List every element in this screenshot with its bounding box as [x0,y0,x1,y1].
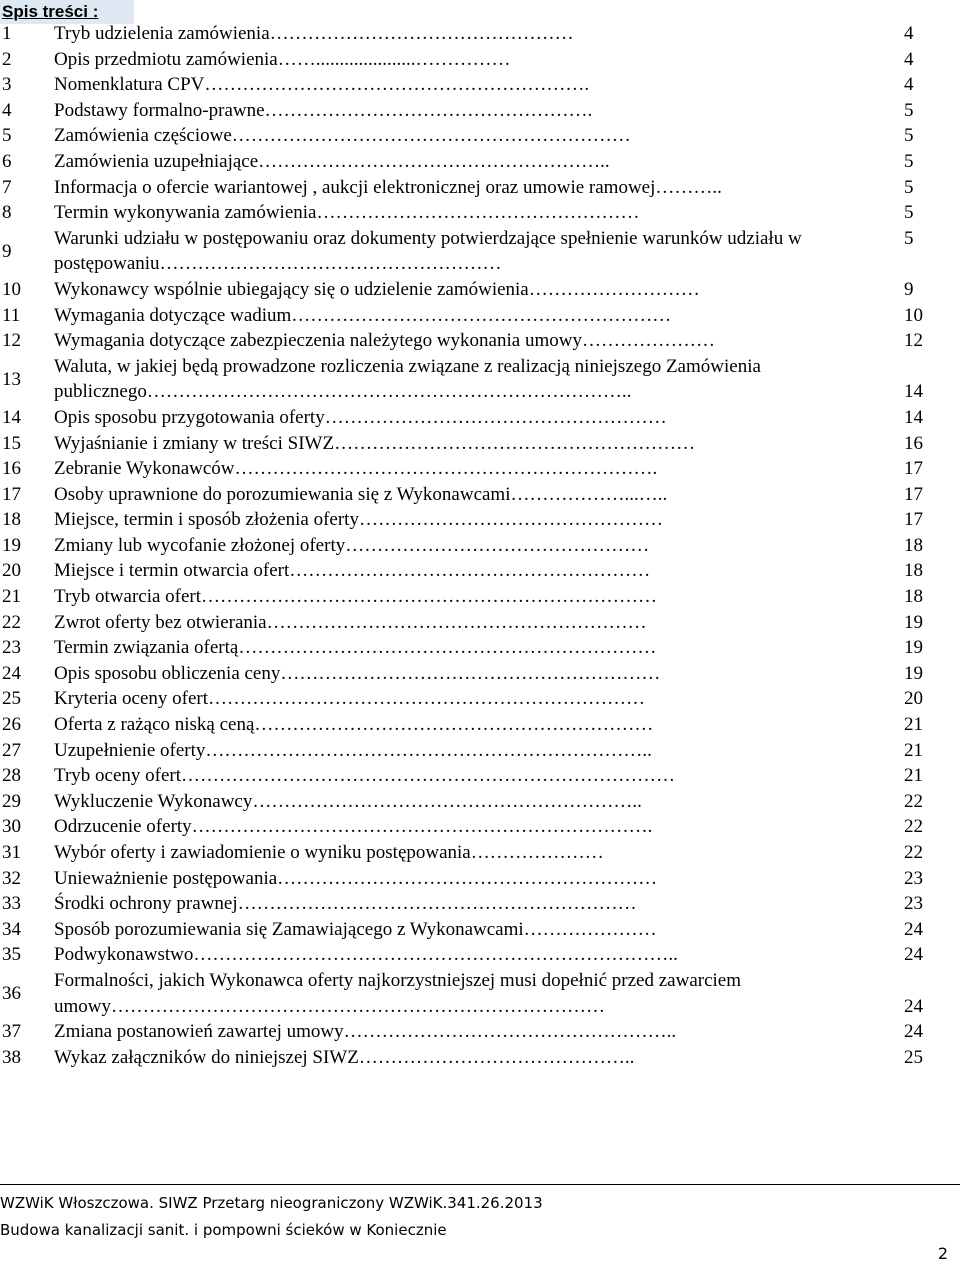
toc-entry-number: 32 [2,867,21,889]
toc-entry [0,72,960,98]
toc-entry-title: Wymagania dotyczące zabezpieczenia należytego wykonania umowy………………… [54,330,715,352]
toc-entry-page: 4 [904,23,914,44]
toc-entry-title: Warunki udziału w postępowaniu oraz dokumenty potwierdzające spełnienie warunków udziału w postępowaniu……………………………………………… [54,227,807,275]
toc-entry-page: 18 [904,534,923,556]
toc-entry-page: 22 [904,842,923,863]
toc-entry-title: Podwykonawstwo………………………………………………………………….. [54,944,678,966]
toc-entry-title: Wykluczenie Wykonawcy…………………………………………………….. [54,790,642,812]
toc-entry-page: 4 [904,48,914,70]
toc-entry [0,814,960,840]
toc-entry-number: 31 [2,842,21,863]
footer-line-2: Budowa kanalizacji sanit. i pompowni ścieków w Koniecznie [0,1221,447,1239]
toc-entry [0,328,960,354]
toc-entry-title: Zwrot oferty bez otwierania…………………………………………………… [54,611,647,633]
toc-entry-number: 24 [2,662,21,684]
toc-entry-page: 19 [904,662,923,684]
toc-entry-title: Wykaz załączników do niniejszej SIWZ…………………………………….. [54,1046,635,1068]
toc-entry [0,303,960,329]
toc-entry [0,431,960,457]
toc-entry-title: Zamówienia częściowe……………………………………………………… [54,125,631,147]
toc-entry [0,763,960,789]
toc-entry [0,226,960,277]
toc-entry-number: 20 [2,560,21,582]
toc-entry [0,149,960,175]
toc-entry-title: Opis przedmiotu zamówienia…….....................…………… [54,48,511,70]
toc-entry-number: 25 [2,688,21,710]
toc-entry-number: 4 [2,99,12,121]
toc-entry-number: 8 [2,202,12,224]
toc-entry [0,661,960,687]
toc-entry-title: Zmiana postanowień zawartej umowy…………………………………………….. [54,1021,677,1043]
toc-entry-number: 15 [2,432,21,454]
toc-entry [0,200,960,226]
toc-entry-page: 5 [904,176,914,198]
toc-entry-title: Osoby uprawnione do porozumiewania się z Wykonawcami………………...….. [54,483,668,505]
toc-entry-number: 28 [2,765,21,787]
toc-entry-page: 22 [904,790,923,812]
toc-entry [0,558,960,584]
toc-entry-number: 11 [2,304,21,326]
toc-entry-number: 7 [2,176,12,198]
toc-entry [0,891,960,917]
toc-entry-title: Wykonawcy wspólnie ubiegający się o udzielenie zamówienia……………………… [54,278,700,300]
toc-entry-title: Unieważnienie postępowania…………………………………………………… [54,867,658,889]
toc-entry [0,610,960,636]
toc-entry-page: 19 [904,611,923,633]
toc-entry-title: Nomenklatura CPV……………………………………………………. [54,74,590,96]
toc-entry-title: Tryb oceny ofert…………………………………………………………………… [54,765,675,787]
toc-entry-title: Termin związania ofertą………………………………………………………… [54,637,657,659]
toc-entry-number: 29 [2,790,21,812]
toc-entry-title: Wyjaśnianie i zmiany w treści SIWZ………………………………………………… [54,432,696,454]
toc-entry [0,123,960,149]
toc-entry-title: Termin wykonywania zamówienia…………………………………………… [54,202,640,224]
toc-entry-number: 17 [2,483,21,505]
toc-entry [0,482,960,508]
toc-entry-number: 10 [2,278,21,300]
toc-entry [0,686,960,712]
toc-entry-page: 4 [904,74,914,96]
toc-entry-number: 21 [2,586,21,608]
toc-entry-title: Sposób porozumiewania się Zamawiającego z Wykonawcami………………… [54,918,657,940]
toc-entry [0,840,960,866]
toc-entry [0,789,960,815]
footer-line-1: WZWiK Włoszczowa. SIWZ Przetarg nieograniczony WZWiK.341.26.2013 [0,1194,543,1212]
toc-entry [0,866,960,892]
toc-entry-page: 22 [904,816,923,838]
toc-entry-number: 2 [2,48,12,70]
toc-entry [0,1019,960,1045]
toc-entry-page: 21 [904,765,923,787]
toc-entry [0,1045,960,1071]
toc-entry [0,277,960,303]
toc-entry [0,968,960,1019]
toc-entry-page: 5 [904,202,914,224]
toc-entry-number: 14 [2,406,21,428]
toc-entry-page: 5 [904,150,914,172]
toc-entry-page: 17 [904,483,923,505]
toc-entry [0,738,960,764]
toc-entry-number: 5 [2,125,12,147]
toc-entry-page: 10 [904,304,923,326]
toc-entry-title: Opis sposobu obliczenia ceny…………………………………………………… [54,662,661,684]
toc-entry [0,21,960,47]
toc-entry-title: Oferta z rażąco niską ceną……………………………………………………… [54,714,654,736]
toc-entry-page: 25 [904,1046,923,1068]
toc-entry-page: 21 [904,739,923,761]
toc-entry-title: Środki ochrony prawnej……………………………………………………… [54,893,637,915]
toc-entry [0,917,960,943]
toc-entry-number: 26 [2,714,21,736]
toc-entry-number: 16 [2,458,21,480]
toc-entry-title: Wybór oferty i zawiadomienie o wyniku postępowania………………… [54,842,604,863]
toc-entry [0,712,960,738]
toc-entry-number: 35 [2,944,21,966]
toc-entry [0,98,960,124]
toc-entry-title: Miejsce i termin otwarcia ofert………………………………………………… [54,560,651,582]
toc-entry-title: Tryb udzielenia zamówienia………………………………………… [54,23,574,44]
toc-entry-title: Waluta, w jakiej będą prowadzone rozliczenia związane z realizacją niniejszego Zamówienia publicznego………………………………………………………………….. [54,355,766,403]
toc-entry [0,584,960,610]
toc-entry-page: 23 [904,867,923,889]
toc-entry-number: 9 [2,240,12,262]
toc-entry-number: 6 [2,150,12,172]
toc-entry-title: Podstawy formalno-prawne……………………………………………. [54,99,593,121]
toc-entry-title: Zebranie Wykonawców…………………………………………………………. [54,458,658,480]
toc-entry-page: 5 [904,99,914,121]
toc-entry-title: Miejsce, termin i sposób złożenia oferty………………………………………… [54,509,663,531]
toc-list [0,21,960,1070]
toc-entry-number: 23 [2,637,21,659]
toc-entry-number: 18 [2,509,21,531]
toc-entry-page: 21 [904,714,923,736]
toc-entry-page: 23 [904,893,923,915]
toc-entry-title: Uzupełnienie oferty…………………………………………………………….. [54,739,652,761]
toc-title: Spis treści : [0,0,134,24]
toc-entry-number: 27 [2,739,21,761]
toc-entry-number: 1 [2,23,12,44]
toc-entry-page: 12 [904,330,923,352]
toc-entry-number: 36 [2,982,21,1004]
toc-entry-page: 24 [904,1021,923,1043]
toc-entry [0,354,960,405]
toc-entry-page: 20 [904,688,923,710]
toc-entry-page: 17 [904,458,923,480]
toc-entry-number: 30 [2,816,21,838]
toc-entry-number: 34 [2,918,21,940]
toc-entry-page: 14 [904,406,923,428]
toc-entry-number: 22 [2,611,21,633]
toc-entry-page: 16 [904,432,923,454]
toc-entry [0,507,960,533]
toc-entry-page: 18 [904,586,923,608]
toc-entry-title: Kryteria oceny ofert…………………………………………………………… [54,688,646,710]
toc-entry-number: 13 [2,368,21,390]
toc-entry-number: 3 [2,74,12,96]
footer-rule [0,1184,960,1185]
toc-entry-title: Tryb otwarcia ofert……………………………………………………………… [54,586,658,608]
toc-entry [0,533,960,559]
toc-entry-page: 24 [904,995,923,1017]
toc-entry-title: Zamówienia uzupełniające……………………………………………….. [54,150,610,172]
toc-entry-page: 14 [904,381,923,403]
toc-entry-title: Odrzucenie oferty………………………………………………………………. [54,816,653,838]
toc-entry-number: 33 [2,893,21,915]
toc-entry-page: 24 [904,918,923,940]
toc-entry-page: 5 [904,227,914,249]
toc-entry [0,635,960,661]
toc-entry [0,175,960,201]
toc-entry-number: 19 [2,534,21,556]
toc-entry [0,942,960,968]
toc-entry-title: Opis sposobu przygotowania oferty……………………………………………… [54,406,667,428]
toc-entry [0,456,960,482]
toc-entry-number: 37 [2,1021,21,1043]
toc-entry-number: 12 [2,330,21,352]
toc-entry-title: Informacja o ofercie wariantowej , aukcji elektronicznej oraz umowie ramowej……….. [54,176,727,198]
toc-entry-page: 9 [904,278,914,300]
toc-entry [0,405,960,431]
toc-entry-title: Wymagania dotyczące wadium…………………………………………………… [54,304,672,326]
toc-entry-page: 5 [904,125,914,147]
toc-entry-page: 19 [904,637,923,659]
toc-entry-title: Formalności, jakich Wykonawca oferty najkorzystniejszej musi dopełnić przed zawarciem umowy…………………………………………………………………… [54,969,746,1017]
toc-entry-page: 18 [904,560,923,582]
toc-entry-number: 38 [2,1046,21,1068]
toc-entry-page: 24 [904,944,923,966]
toc-entry-page: 17 [904,509,923,531]
page-number: 2 [937,1244,948,1263]
toc-entry-title: Zmiany lub wycofanie złożonej oferty………………………………………… [54,534,650,556]
toc-entry [0,47,960,73]
